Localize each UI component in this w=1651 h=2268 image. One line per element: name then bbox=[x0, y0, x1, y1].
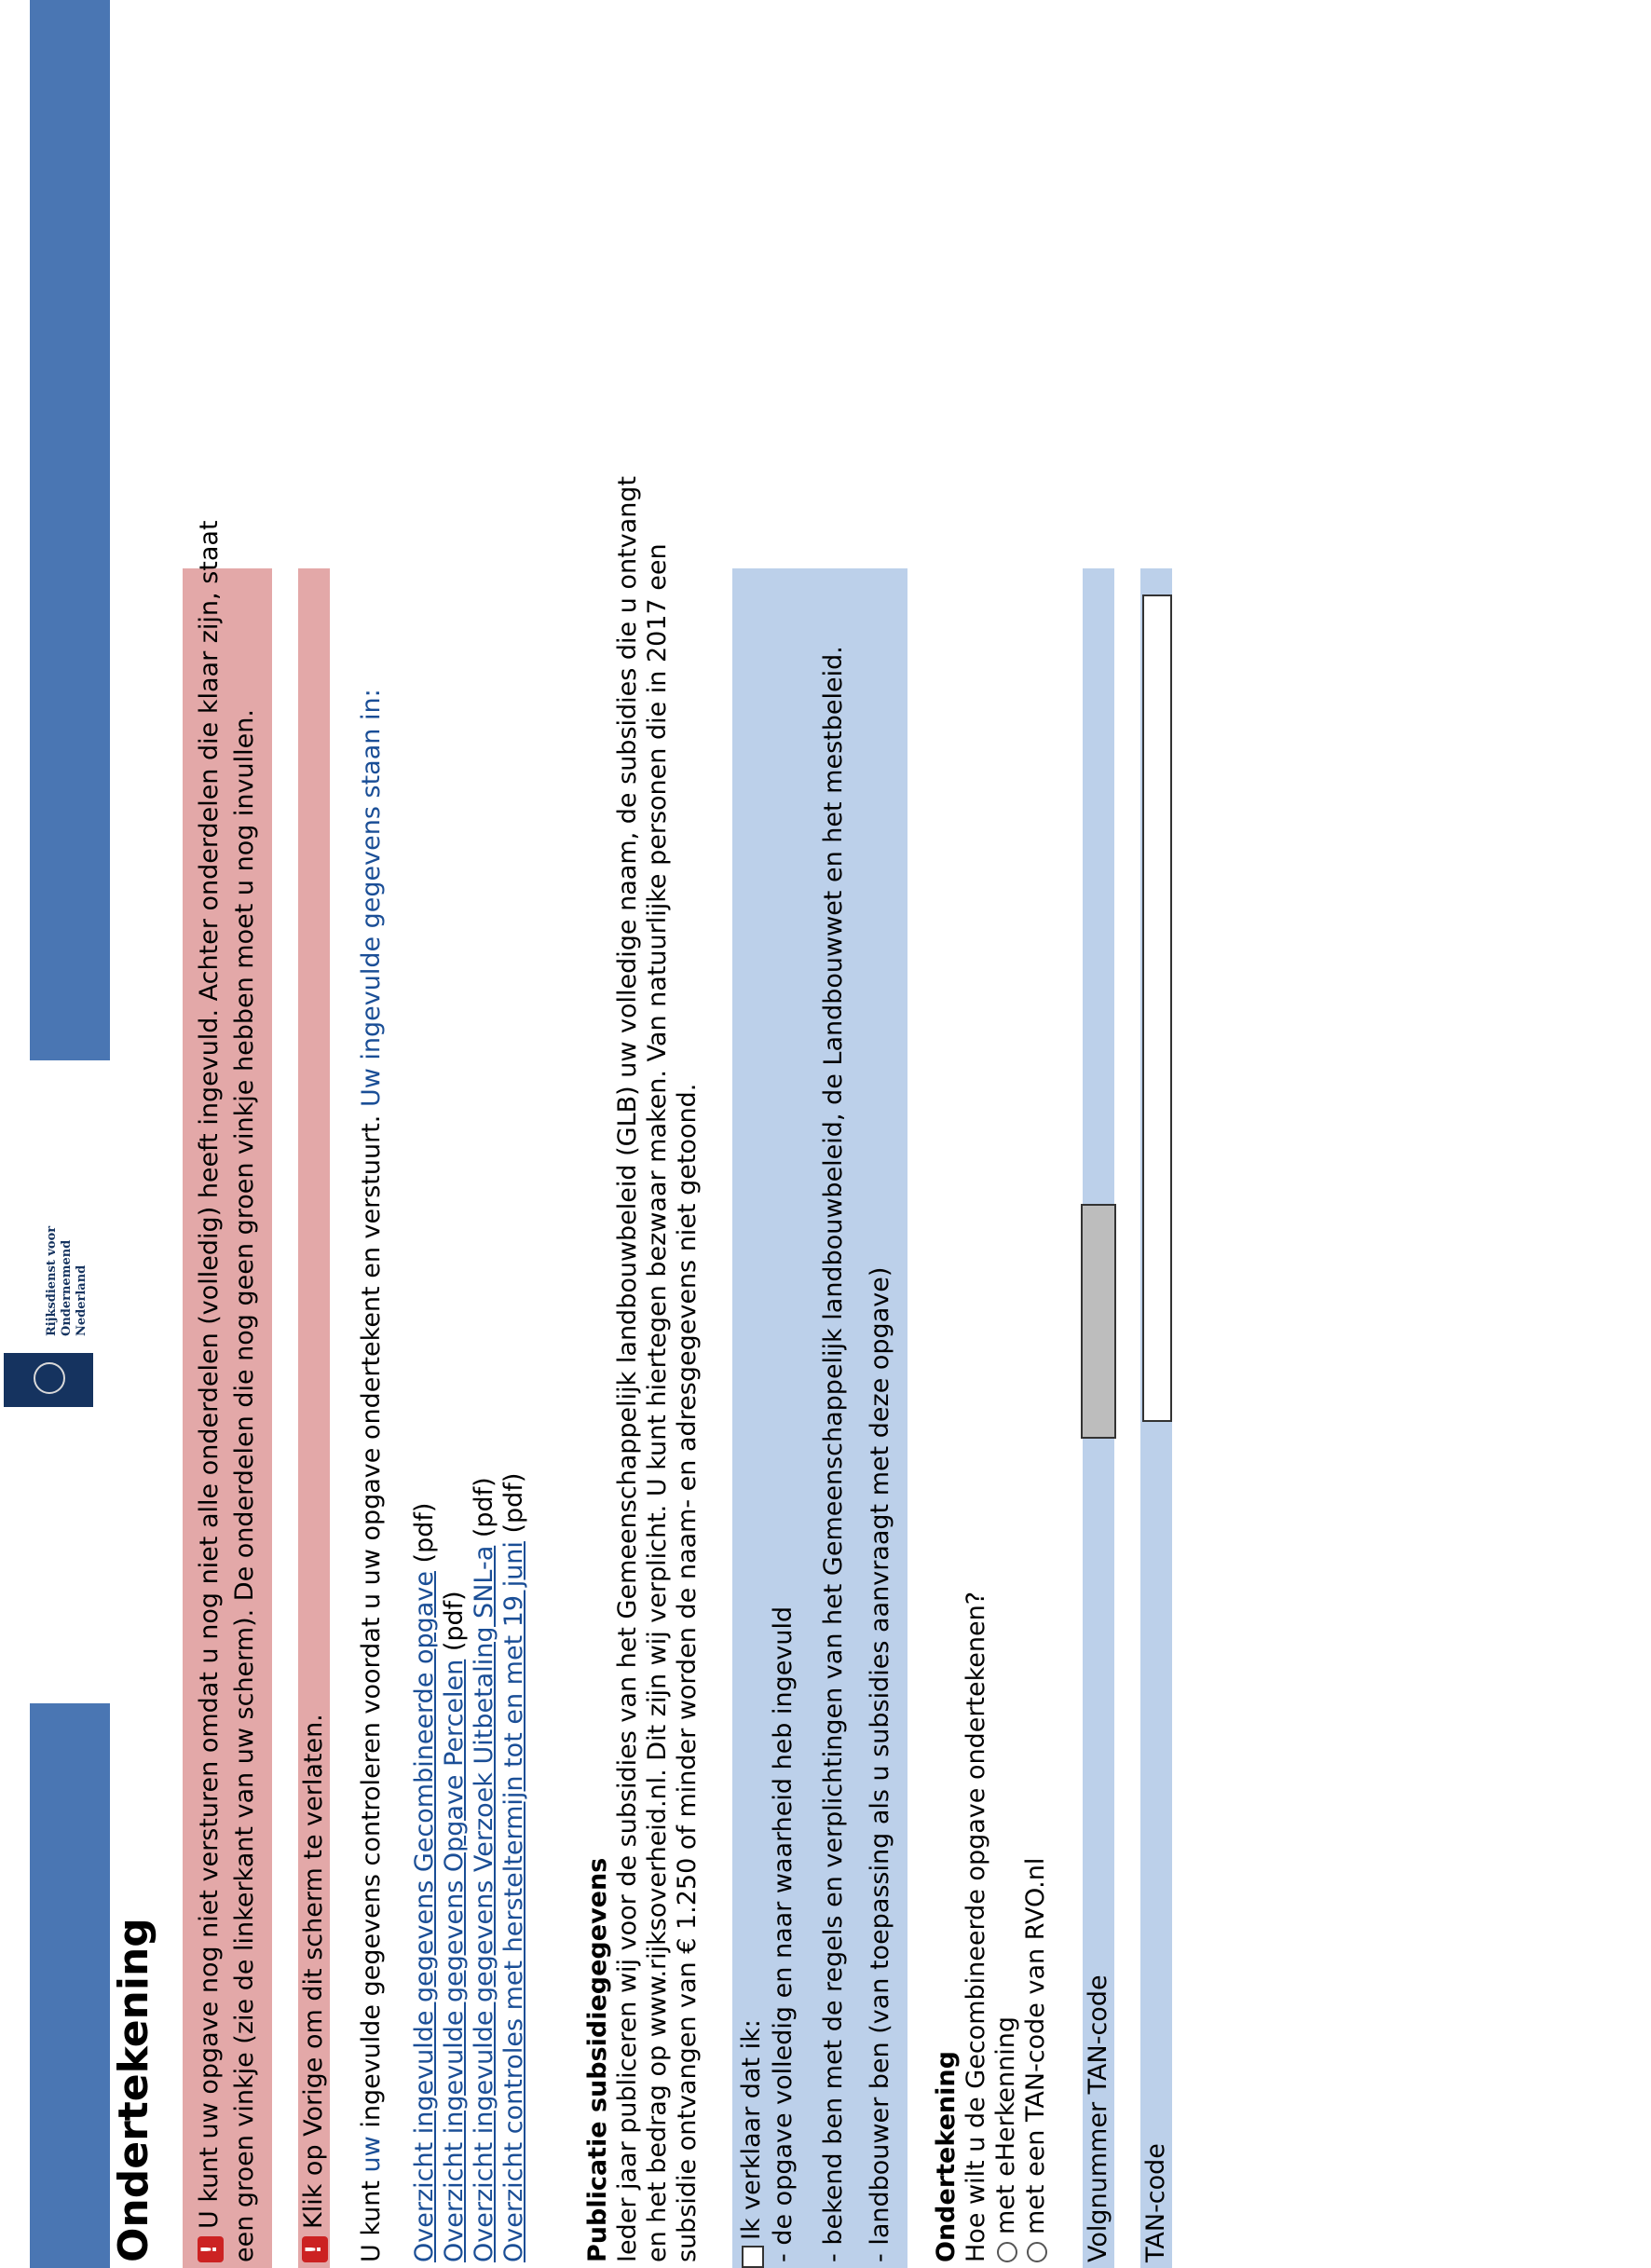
alert-incomplete bbox=[183, 520, 272, 2268]
publicatie-section bbox=[583, 476, 703, 2262]
header-band-left bbox=[30, 1703, 110, 2268]
intro-text: U kunt uw ingevulde gegevens controleren voordat u uw opgave ondertekent en verstuurt. Uw ingevulde gegevens staan in: bbox=[357, 689, 386, 2262]
warning-icon: ! bbox=[302, 2236, 328, 2262]
alert-vorige-text: Klik op Vorige om dit scherm te verlaten. bbox=[299, 1714, 328, 2229]
publicatie-line3: subsidie ontvangen van € 1.250 of minder worden de naam- en adresgegevens niet getoond. bbox=[673, 1083, 702, 2262]
radio-eherkenning[interactable] bbox=[997, 2242, 1017, 2262]
alert-incomplete-line2: een groen vinkje (zie de linkerkant van uw scherm). De onderdelen die nog geen groen vinkje hebben moet u nog invullen. bbox=[230, 709, 259, 2262]
radio-tan-code[interactable] bbox=[1027, 2242, 1047, 2262]
alert-vorige bbox=[298, 568, 330, 2268]
logo-emblem-icon bbox=[4, 1353, 93, 1407]
verklaring-item3: - landbouwer ben (van toepassing als u subsidies aanvraagt met deze opgave) bbox=[866, 1266, 894, 2262]
page-title: Ondertekening bbox=[110, 1918, 157, 2262]
verklaring-item2: - bekend ben met de regels en verplichtingen van het Gemeenschappelijk landbouwbeleid, de Landbouwwet en het mestbeleid. bbox=[819, 646, 848, 2262]
link-controles-anchor[interactable]: Overzicht controles met hersteltermijn tot en met 19 juni bbox=[499, 1541, 528, 2262]
header-band-right bbox=[30, 0, 110, 1060]
link-verzoek-snl-anchor[interactable]: Overzicht ingevulde gegevens Verzoek Uitbetaling SNL-a bbox=[470, 1545, 498, 2262]
volgnummer-row bbox=[1083, 568, 1114, 2268]
option-eherkenning[interactable]: met eHerkenning bbox=[991, 1592, 1021, 2262]
alert-incomplete-line1: U kunt uw opgave nog niet versturen omdat u nog niet alle onderdelen (volledig) heeft ingevuld. Achter onderdelen die klaar zijn, staat bbox=[195, 520, 224, 2229]
pdf-links bbox=[410, 1473, 529, 2262]
volgnummer-field[interactable] bbox=[1081, 1204, 1116, 1439]
ondertekening-heading: Ondertekening bbox=[932, 2051, 961, 2262]
link-gecombineerde-opgave: Overzicht ingevulde gegevens Gecombineerde opgave (pdf) bbox=[410, 1502, 439, 2262]
link-controles: Overzicht controles met hersteltermijn tot en met 19 juni (pdf) bbox=[499, 1472, 528, 2262]
tancode-input[interactable] bbox=[1142, 594, 1172, 1422]
logo-line1: Rijksdienst voor Ondernemend bbox=[45, 1225, 74, 1336]
logo-line2: Nederland bbox=[75, 1264, 89, 1336]
link-verzoek-snl: Overzicht ingevulde gegevens Verzoek Uitbetaling SNL-a (pdf) bbox=[470, 1477, 498, 2262]
verklaring-box bbox=[732, 568, 907, 2268]
verklaring-item1: - de opgave volledig en naar waarheid heb ingevuld bbox=[769, 1605, 798, 2262]
ondertekening-question: Hoe wilt u de Gecombineerde opgave ondertekenen? bbox=[962, 1591, 990, 2262]
publicatie-line1: Ieder jaar publiceren wij voor de subsidies van het Gemeenschappelijk landbouwbeleid (GLB) uw volledige naam, de subsidies die u ontvangt bbox=[613, 475, 642, 2262]
publicatie-heading: Publicatie subsidiegegevens bbox=[583, 1857, 612, 2262]
tancode-label: TAN-code bbox=[1141, 2143, 1170, 2262]
verklaring-heading: Ik verklaar dat ik: bbox=[737, 2019, 766, 2240]
intro-link[interactable]: Uw ingevulde gegevens staan in: bbox=[357, 689, 386, 1108]
logo bbox=[4, 1183, 93, 1407]
link-gecombineerde-opgave-anchor[interactable]: Overzicht ingevulde gegevens Gecombineerde opgave bbox=[410, 1571, 439, 2262]
tancode-row bbox=[1140, 568, 1172, 2268]
link-opgave-percelen-anchor[interactable]: Overzicht ingevulde gegevens Opgave Percelen bbox=[440, 1659, 469, 2262]
ondertekening-section bbox=[932, 1592, 1051, 2262]
option-tan-code[interactable]: met een TAN-code van RVO.nl bbox=[1021, 1592, 1051, 2262]
link-opgave-percelen: Overzicht ingevulde gegevens Opgave Percelen (pdf) bbox=[440, 1591, 469, 2262]
volgnummer-label: Volgnummer TAN-code bbox=[1084, 1974, 1112, 2262]
verklaring-checkbox[interactable] bbox=[742, 2246, 764, 2268]
publicatie-line2: en het bedrag op www.rijksoverheid.nl. Dit zijn wij verplicht. U kunt hiertegen bezwaar maken. Van natuurlijke personen die in 2017 een bbox=[643, 543, 672, 2262]
warning-icon: ! bbox=[198, 2236, 224, 2262]
